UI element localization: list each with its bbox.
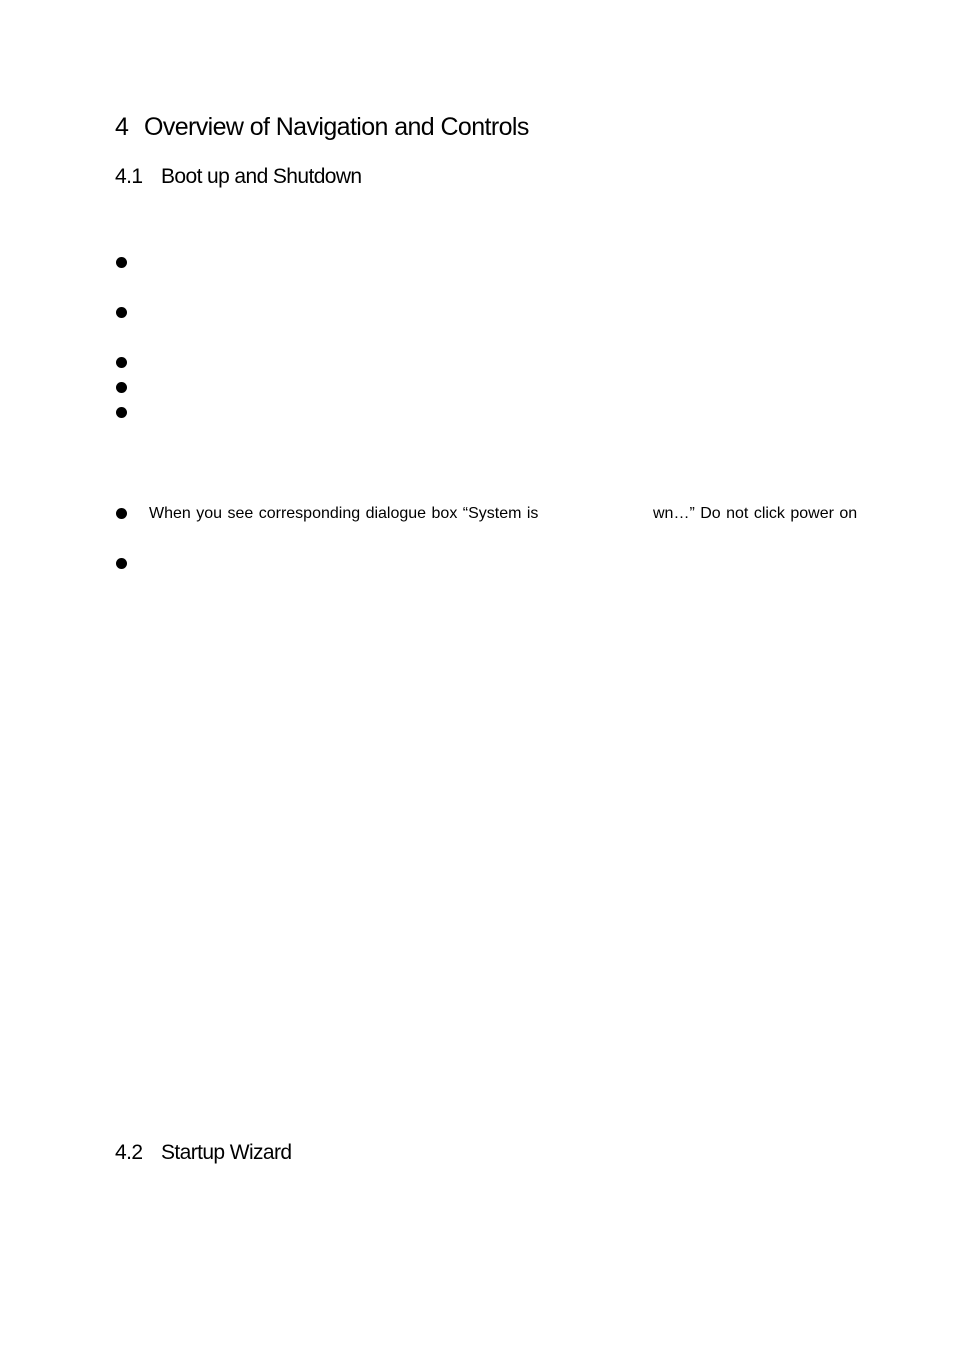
bullet-text-shutdown-dialog-end: wn…” Do not click power on <box>653 505 858 522</box>
bullet-point-2 <box>116 307 127 318</box>
chapter-number: 4 <box>115 113 129 141</box>
bullet-point-3 <box>116 357 127 368</box>
bullet-point-6 <box>116 508 127 519</box>
bullet-point-7 <box>116 558 127 569</box>
bullet-point-1 <box>116 257 127 268</box>
section-title: Boot up and Shutdown <box>161 165 362 188</box>
bullet-text-shutdown-dialog-start: When you see corresponding dialogue box “System is <box>149 505 539 522</box>
section-number: 4.2 <box>115 1141 143 1164</box>
section-heading-4-2 <box>115 1140 291 1166</box>
chapter-title: Overview of Navigation and Controls <box>144 113 529 141</box>
section-number: 4.1 <box>115 165 143 188</box>
bullet-point-4 <box>116 382 127 393</box>
section-heading-4-1 <box>115 164 362 190</box>
chapter-heading <box>115 112 529 142</box>
section-title: Startup Wizard <box>161 1141 292 1164</box>
bullet-point-5 <box>116 407 127 418</box>
